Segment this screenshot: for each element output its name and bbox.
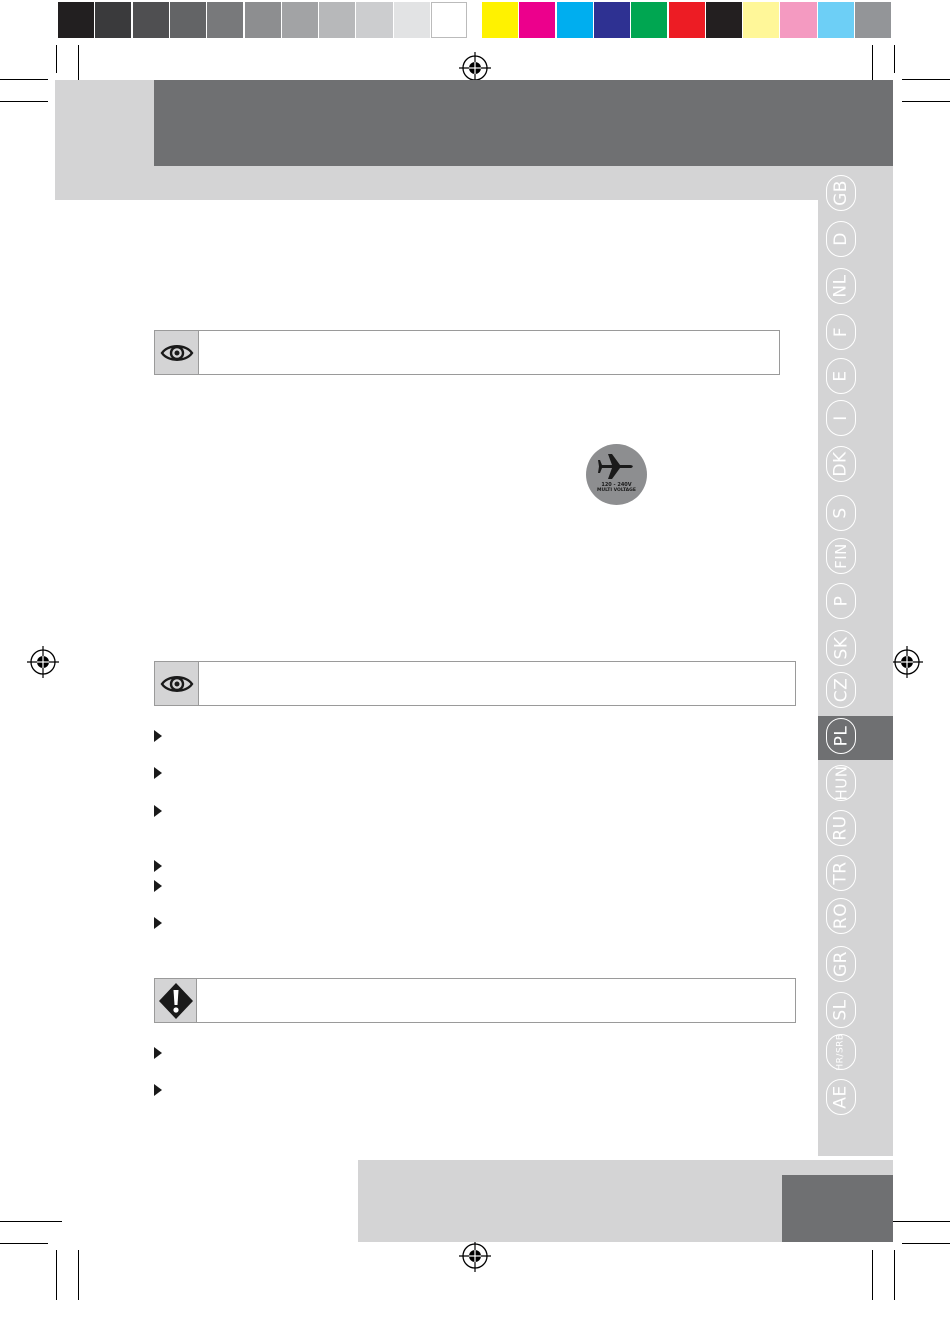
crop-mark [902, 79, 950, 80]
language-tab-label: DK [831, 451, 851, 477]
crop-mark [888, 1221, 950, 1222]
language-tab-label: RO [830, 902, 851, 930]
language-tab-nl[interactable] [826, 268, 856, 304]
language-tab-label: FIN [832, 543, 850, 569]
airplane-icon [598, 450, 636, 482]
language-tab-i[interactable] [826, 400, 856, 436]
note-icon-cell [155, 662, 199, 705]
header-band [154, 80, 893, 166]
language-tab-label: PL [830, 725, 851, 747]
warning-box [154, 978, 796, 1023]
gray-swatch [245, 2, 281, 38]
language-tab-fin[interactable] [826, 538, 856, 574]
eye-icon [160, 673, 194, 695]
triangle-bullet-icon [154, 880, 162, 892]
language-tab-p[interactable] [826, 583, 856, 619]
crop-mark [56, 1250, 57, 1300]
triangle-bullet-icon [154, 805, 162, 817]
language-tab-label: CZ [831, 677, 851, 703]
language-tab-gb[interactable] [826, 175, 856, 211]
color-swatch [706, 2, 742, 38]
crop-mark [0, 1243, 48, 1244]
language-tab-ru[interactable] [826, 810, 856, 846]
warning-icon-cell [155, 979, 197, 1022]
note-icon-cell [155, 331, 199, 374]
color-swatch [482, 2, 518, 38]
crop-mark [0, 1221, 62, 1222]
language-tab-label: GR [831, 951, 851, 977]
color-swatch [631, 2, 667, 38]
triangle-bullet-icon [154, 917, 162, 929]
language-tab-gr[interactable] [826, 946, 856, 982]
registration-mark-icon [27, 646, 59, 678]
language-tab-label: P [830, 595, 851, 607]
language-tab-label: SK [830, 636, 851, 660]
crop-mark [0, 79, 48, 80]
gray-swatch [394, 2, 430, 38]
language-tab-label: RU [830, 815, 851, 841]
triangle-bullet-icon [154, 730, 162, 742]
language-tab-f[interactable] [826, 314, 856, 350]
crop-mark [894, 45, 895, 73]
language-tab-label: GB [831, 180, 851, 206]
gray-swatch [356, 2, 392, 38]
language-tab-label: E [831, 370, 851, 382]
language-tab-e[interactable] [826, 358, 856, 394]
language-tab-label: HUN [832, 765, 851, 801]
language-tab-label: TR [830, 861, 851, 885]
color-swatch [594, 2, 630, 38]
language-tab-sk[interactable] [826, 630, 856, 666]
gray-swatch [95, 2, 131, 38]
voltage-label: 120 - 240V [601, 482, 632, 488]
triangle-bullet-icon [154, 860, 162, 872]
color-swatch [855, 2, 891, 38]
multi-voltage-badge [586, 444, 647, 505]
color-swatch [557, 2, 593, 38]
crop-mark [894, 1250, 895, 1300]
color-swatch [818, 2, 854, 38]
color-calibration-bar [58, 0, 893, 40]
color-swatch [780, 2, 816, 38]
triangle-bullet-icon [154, 1047, 162, 1059]
language-tab-label: D [831, 232, 851, 246]
eye-icon [160, 342, 194, 364]
gray-swatch [133, 2, 169, 38]
language-tab-s[interactable] [826, 495, 856, 531]
triangle-bullet-icon [154, 767, 162, 779]
exclamation-diamond-icon [158, 982, 194, 1020]
color-swatch [669, 2, 705, 38]
language-tab-label: I [830, 415, 851, 421]
crop-mark [56, 45, 57, 73]
gray-swatch [58, 2, 94, 38]
page-number-box [782, 1175, 893, 1242]
registration-mark-icon [891, 646, 923, 678]
color-swatch [519, 2, 555, 38]
gray-swatch [431, 2, 467, 38]
language-tab-label: HR/SRB [836, 1033, 847, 1071]
language-tab-d[interactable] [826, 221, 856, 257]
gray-swatch [207, 2, 243, 38]
language-tab-sl[interactable] [826, 992, 856, 1028]
crop-mark [902, 1243, 950, 1244]
color-swatch [743, 2, 779, 38]
language-tab-hr-srb[interactable] [826, 1034, 856, 1070]
language-tab-hun[interactable] [826, 765, 856, 801]
language-tab-ae[interactable] [826, 1079, 856, 1115]
language-tab-label: S [830, 507, 851, 519]
triangle-bullet-icon [154, 1084, 162, 1096]
registration-mark-icon [459, 1240, 491, 1272]
language-tab-dk[interactable] [826, 446, 856, 482]
language-tab-label: AE [831, 1085, 851, 1109]
note-box [154, 330, 780, 375]
language-tab-label: F [831, 326, 851, 338]
crop-mark [0, 101, 48, 102]
gray-swatch [170, 2, 206, 38]
language-tab-label: SL [830, 999, 851, 1021]
multi-voltage-label: MULTI VOLTAGE [597, 488, 636, 493]
language-tab-pl[interactable] [826, 718, 856, 754]
language-tab-label: NL [830, 274, 851, 298]
crop-mark [902, 101, 950, 102]
language-tab-tr[interactable] [826, 855, 856, 891]
language-tab-cz[interactable] [826, 672, 856, 708]
language-tab-ro[interactable] [826, 898, 856, 934]
note-box [154, 661, 796, 706]
gray-swatch [319, 2, 355, 38]
gray-swatch [282, 2, 318, 38]
crop-mark [78, 1250, 79, 1300]
crop-mark [872, 1250, 873, 1300]
